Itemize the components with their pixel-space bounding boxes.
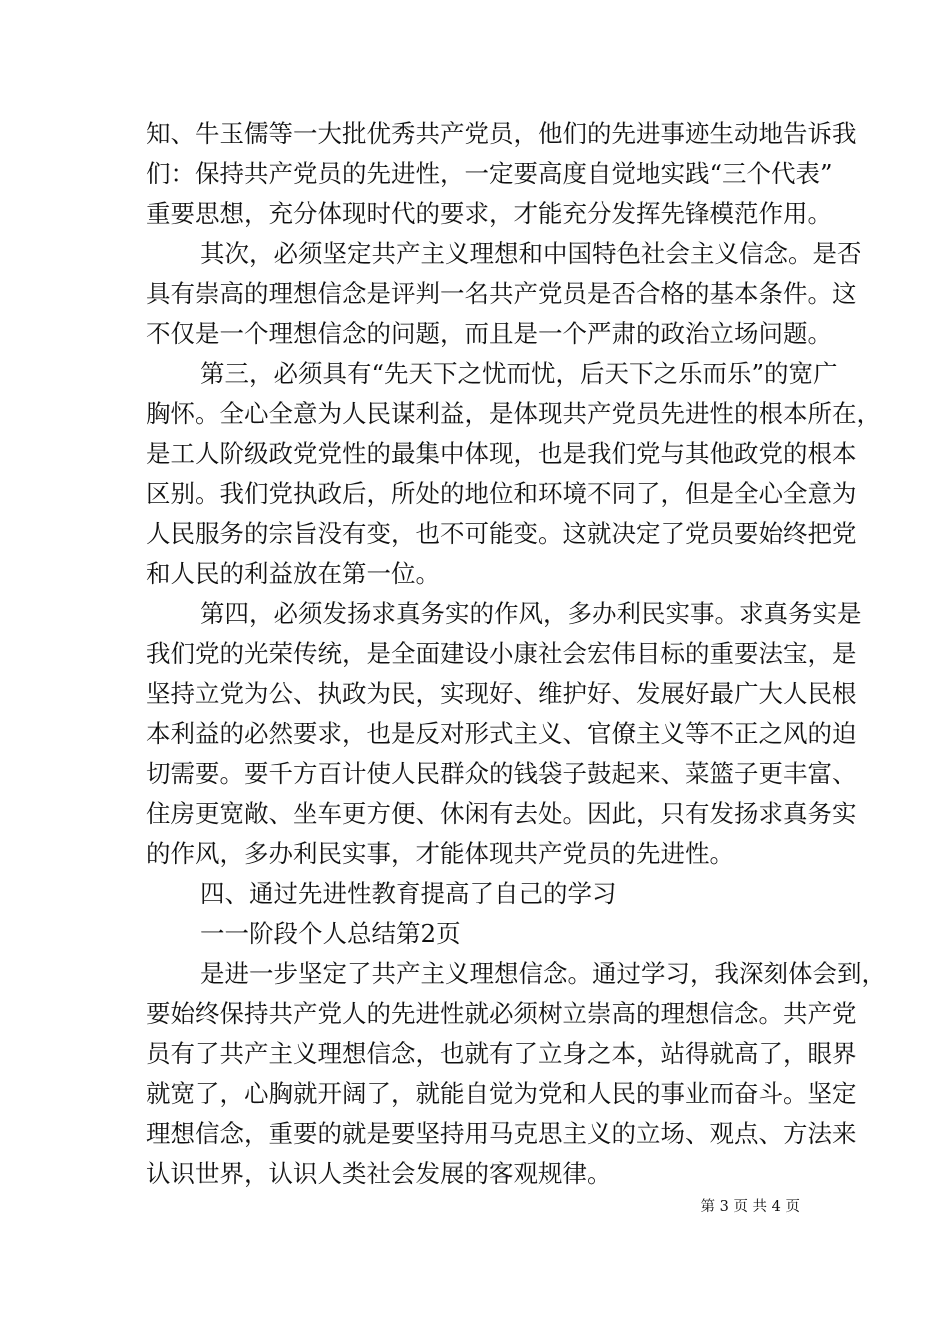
body-line: 不仅是一个理想信念的问题，而且是一个严肃的政治立场问题。: [146, 319, 832, 348]
body-line: 本利益的必然要求，也是反对形式主义、官僚主义等不正之风的迫: [146, 719, 857, 748]
body-line: 切需要。要千方百计使人民群众的钱袋子鼓起来、菜篮子更丰富、: [146, 759, 857, 788]
body-line: 理想信念，重要的就是要坚持用马克思主义的立场、观点、方法来: [146, 1119, 857, 1148]
body-line: 人民服务的宗旨没有变，也不可能变。这就决定了党员要始终把党: [146, 519, 857, 548]
body-line: 要始终保持共产党人的先进性就必须树立崇高的理想信念。共产党: [146, 999, 857, 1028]
body-line: 具有崇高的理想信念是评判一名共产党员是否合格的基本条件。这: [146, 279, 857, 308]
body-line: 就宽了，心胸就开阔了，就能自觉为党和人民的事业而奋斗。坚定: [146, 1079, 857, 1108]
body-line: 和人民的利益放在第一位。: [146, 559, 440, 588]
section-subheading: 一一阶段个人总结第2页: [200, 919, 461, 948]
body-line: 员有了共产主义理想信念，也就有了立身之本，站得就高了，眼界: [146, 1039, 857, 1068]
body-line: 坚持立党为公、执政为民，实现好、维护好、发展好最广大人民根: [146, 679, 857, 708]
paragraph-first-line: 是进一步坚定了共产主义理想信念。通过学习，我深刻体会到，: [200, 959, 886, 988]
body-line: 胸怀。全心全意为人民谋利益，是体现共产党员先进性的根本所在，: [146, 399, 881, 428]
body-line: 我们党的光荣传统，是全面建设小康社会宏伟目标的重要法宝，是: [146, 639, 857, 668]
body-line: 重要思想，充分体现时代的要求，才能充分发挥先锋模范作用。: [146, 199, 832, 228]
body-line: 区别。我们党执政后，所处的地位和环境不同了，但是全心全意为: [146, 479, 857, 508]
paragraph-first-line: 第四，必须发扬求真务实的作风，多办利民实事。求真务实是: [200, 599, 862, 628]
page-number: 第 3 页 共 4 页: [700, 1199, 800, 1215]
paragraph-first-line: 其次，必须坚定共产主义理想和中国特色社会主义信念。是否: [200, 239, 862, 268]
body-line: 认识世界，认识人类社会发展的客观规律。: [146, 1159, 612, 1188]
body-line: 们：保持共产党员的先进性，一定要高度自觉地实践“三个代表”: [146, 159, 833, 188]
body-line: 知、牛玉儒等一大批优秀共产党员，他们的先进事迹生动地告诉我: [146, 119, 857, 148]
section-heading: 四、通过先进性教育提高了自己的学习: [200, 879, 617, 908]
body-line: 是工人阶级政党党性的最集中体现，也是我们党与其他政党的根本: [146, 439, 857, 468]
paragraph-first-line: 第三，必须具有“先天下之忧而忧，后天下之乐而乐”的宽广: [200, 359, 838, 388]
body-line: 的作风，多办利民实事，才能体现共产党员的先进性。: [146, 839, 734, 868]
body-line: 住房更宽敞、坐车更方便、休闲有去处。因此，只有发扬求真务实: [146, 799, 857, 828]
